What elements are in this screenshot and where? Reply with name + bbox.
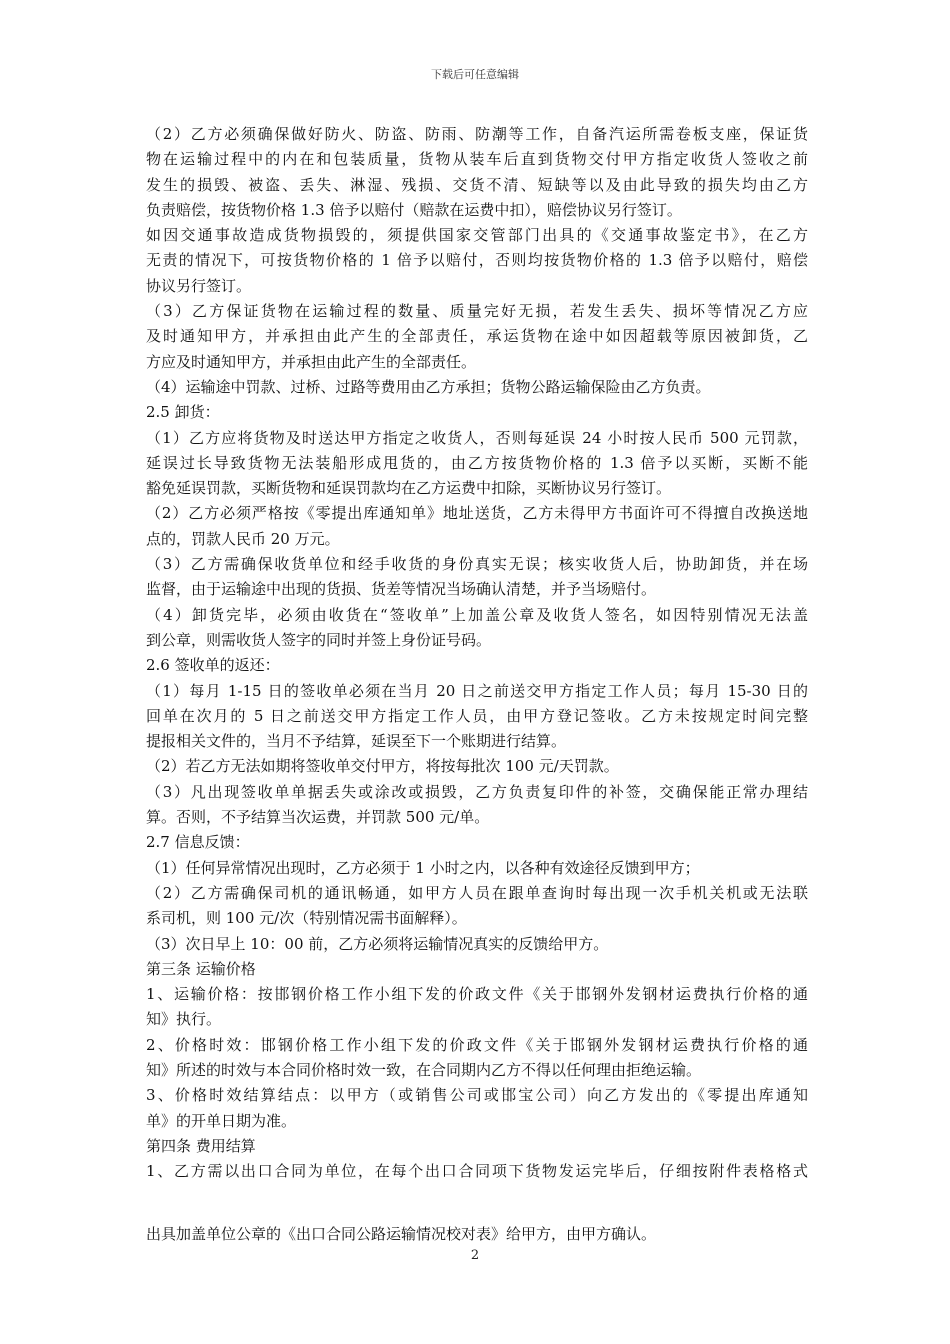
paragraph-line: 知》所述的时效与本合同价格时效一致，在合同期内乙方不得以任何理由拒绝运输。 [146,1060,702,1079]
paragraph-line: 系司机，则 100 元/次（特别情况需书面解释）。 [146,909,467,928]
paragraph-line: 延误过长导致货物无法装船形成甩货的，由乙方按货物价格的 1.3 倍予以买断，买断不能 [146,453,808,472]
paragraph-line: 监督，由于运输途中出现的货损、货差等情况当场确认清楚，并予当场赔付。 [146,580,657,599]
paragraph-line: （1）乙方应将货物及时送达甲方指定之收货人，否则每延误 24 小时按人民币 500 元罚款， [146,428,808,447]
paragraph-line: （3）乙方需确保收货单位和经手收货的身份真实无误；核实收货人后，协助卸货，并在场 [146,555,808,574]
page-number: 2 [470,1248,480,1263]
paragraph-gap [146,1184,808,1222]
section-heading: 2.6 签收单的返还： [146,656,280,675]
section-heading: 2.5 卸货： [146,403,220,422]
paragraph-line: 单》的开单日期为准。 [146,1111,297,1130]
paragraph-line: 点的，罚款人民币 20 万元。 [146,529,340,548]
paragraph-line: 提报相关文件的，当月不予结算，延误至下一个账期进行结算。 [146,732,567,751]
article-heading: 第四条 费用结算 [146,1136,256,1155]
paragraph-line: 到公章，则需收货人签字的同时并签上身份证号码。 [146,630,492,649]
paragraph-line: 3、价格时效结算结点：以甲方（或销售公司或邯宝公司）向乙方发出的《零提出库通知 [146,1086,808,1105]
document-body [146,122,808,1248]
paragraph-line: （4）运输途中罚款、过桥、过路等费用由乙方承担；货物公路运输保险由乙方负责。 [146,377,711,396]
paragraph-line: 如因交通事故造成货物损毁的，须提供国家交管部门出具的《交通事故鉴定书》，在乙方 [146,226,808,245]
paragraph-line: （3）次日早上 10：00 前，乙方必须将运输情况真实的反馈给甲方。 [146,934,609,953]
paragraph-line: 算。否则，不予结算当次运费，并罚款 500 元/单。 [146,808,490,827]
paragraph-line: （3）凡出现签收单单据丢失或涂改或损毁，乙方负责复印件的补签，交确保能正常办理结 [146,782,808,801]
paragraph-line: （2）乙方必须确保做好防火、防盗、防雨、防潮等工作，自备汽运所需卷板支座，保证货 [146,125,808,143]
paragraph-line: 出具加盖单位公章的《出口合同公路运输情况校对表》给甲方，由甲方确认。 [146,1225,657,1244]
paragraph-line: （2）若乙方无法如期将签收单交付甲方，将按每批次 100 元/天罚款。 [146,757,619,776]
paragraph-line: 发生的损毁、被盗、丢失、淋湿、残损、交货不清、短缺等以及由此导致的损失均由乙方 [146,175,808,194]
paragraph-line: （3）乙方保证货物在运输过程的数量、质量完好无损，若发生丢失、损坏等情况乙方应 [146,302,808,321]
paragraph-line: （1）任何异常情况出现时，乙方必须于 1 小时之内，以各种有效途径反馈到甲方； [146,858,700,877]
paragraph-line: （4）卸货完毕，必须由收货在“签收单”上加盖公章及收货人签名，如因特别情况无法盖 [146,605,808,624]
paragraph-line: （2）乙方必须严格按《零提出库通知单》地址送货，乙方未得甲方书面许可不得擅自改换送地 [146,504,808,523]
paragraph-line: （2）乙方需确保司机的通讯畅通，如甲方人员在跟单查询时每出现一次手机关机或无法联 [146,883,808,902]
paragraph-line: （1）每月 1-15 日的签收单必须在当月 20 日之前送交甲方指定工作人员；每月 15-30 日的 [146,681,808,700]
paragraph-line: 及时通知甲方，并承担由此产生的全部责任，承运货物在途中如因超载等原因被卸货，乙 [146,327,808,346]
paragraph-line: 知》执行。 [146,1010,222,1029]
article-heading: 第三条 运输价格 [146,959,256,978]
paragraph-line: 1、运输价格：按邯钢价格工作小组下发的价政文件《关于邯钢外发钢材运费执行价格的通 [146,985,808,1004]
paragraph-line: 负责赔偿，按货物价格 1.3 倍予以赔付（赔款在运费中扣），赔偿协议另行签订。 [146,200,682,219]
paragraph-line: 2、价格时效：邯钢价格工作小组下发的价政文件《关于邯钢外发钢材运费执行价格的通 [146,1035,808,1054]
paragraph-line: 无责的情况下，可按货物价格的 1 倍予以赔付，否则均按货物价格的 1.3 倍予以赔付，赔偿 [146,251,808,270]
paragraph-line: 协议另行签订。 [146,276,252,295]
paragraph-line: 1、乙方需以出口合同为单位，在每个出口合同项下货物发运完毕后，仔细按附件表格格式 [146,1162,808,1181]
paragraph-line: 物在运输过程中的内在和包装质量，货物从装车后直到货物交付甲方指定收货人签收之前 [146,150,808,169]
section-heading: 2.7 信息反馈： [146,833,250,852]
page-header: 下载后可任意编辑 [431,68,519,81]
paragraph-line: 方应及时通知甲方，并承担由此产生的全部责任。 [146,352,477,371]
paragraph-line: 豁免延误罚款，买断货物和延误罚款均在乙方运费中扣除，买断协议另行签订。 [146,479,672,498]
paragraph-line: 回单在次月的 5 日之前送交甲方指定工作人员，由甲方登记签收。乙方未按规定时间完整 [146,706,808,725]
